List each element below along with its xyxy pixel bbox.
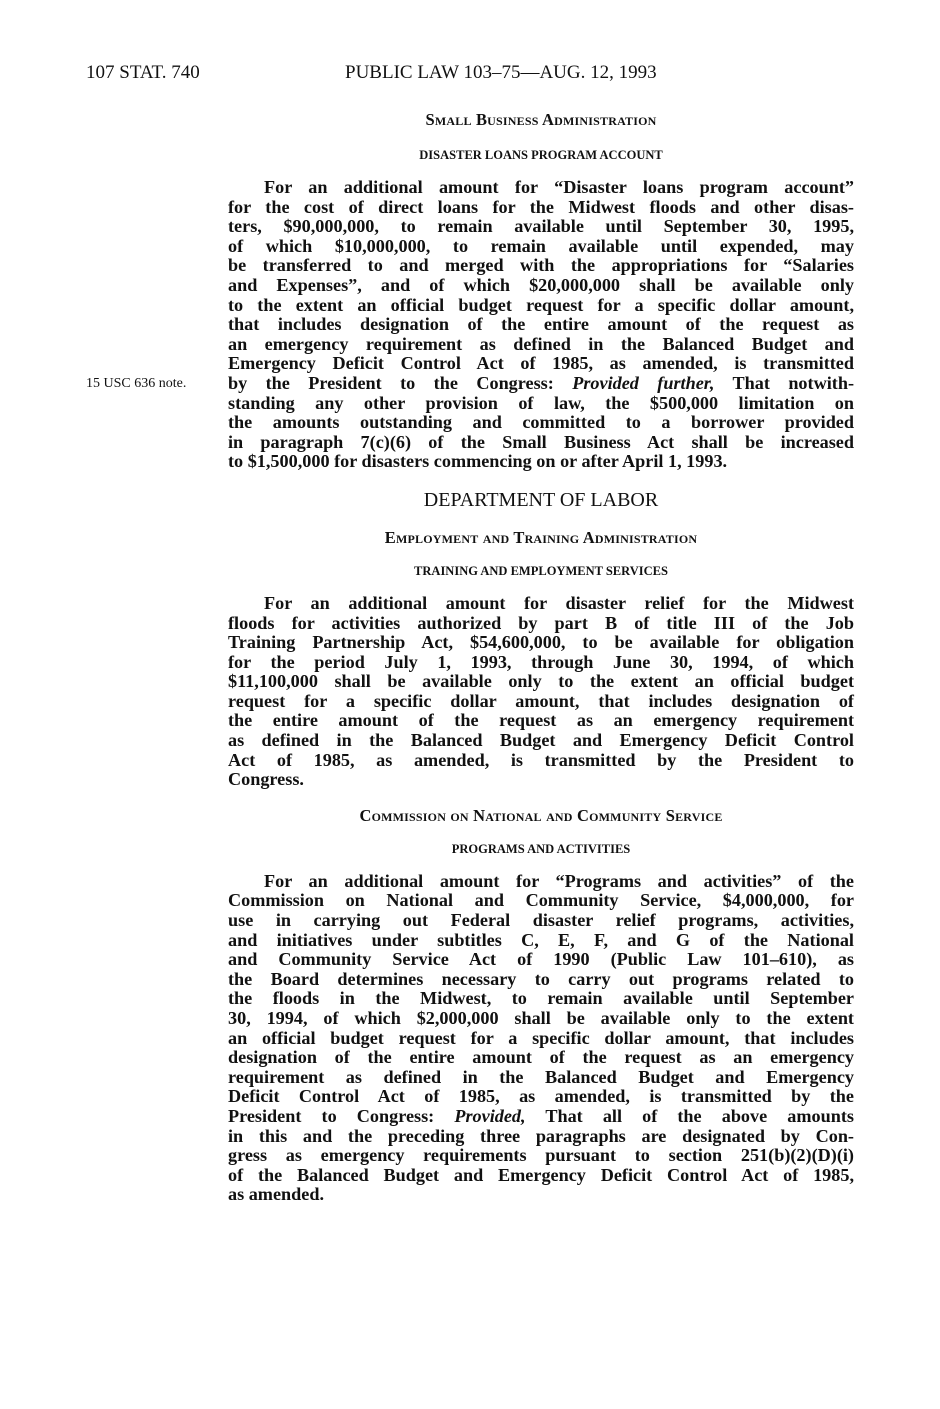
text-line: and initiatives under subtitles C, E, F, and G of the National bbox=[228, 929, 854, 950]
proviso-italic: Provided, bbox=[454, 1105, 526, 1126]
text-line: of the Balanced Budget and Emergency Deficit Control Act of 1985, bbox=[228, 1164, 854, 1185]
text-line: For an additional amount for “Programs and activities” of the bbox=[264, 870, 854, 891]
text-line: the Board determines necessary to carry out programs related to bbox=[228, 968, 854, 989]
paragraph-disaster-loans bbox=[228, 178, 854, 472]
text-line: designation of the entire amount of the request as an emergency bbox=[228, 1047, 854, 1068]
account-heading-training: TRAINING AND EMPLOYMENT SERVICES bbox=[414, 563, 668, 578]
text-line: For an additional amount for “Disaster loans program account” bbox=[264, 177, 854, 197]
text-line: use in carrying out Federal disaster relief programs, activities, bbox=[228, 910, 854, 931]
text-run: That all of the above amounts bbox=[525, 1105, 854, 1126]
department-heading-labor: DEPARTMENT OF LABOR bbox=[423, 488, 659, 511]
text-run: That notwith- bbox=[714, 372, 855, 393]
text-line: Act of 1985, as amended, is transmitted by the President to bbox=[228, 749, 854, 770]
text-line: in paragraph 7(c)(6) of the Small Business Act shall be increased bbox=[228, 431, 854, 452]
text-line: an official budget request for a specific dollar amount, that includes bbox=[228, 1027, 854, 1048]
text-line: an emergency requirement as defined in the Balanced Budget and bbox=[228, 333, 854, 354]
text-line: for the period July 1, 1993, through June 30, 1994, of which bbox=[228, 651, 854, 672]
text-line: as defined in the Balanced Budget and Emergency Deficit Control bbox=[228, 730, 854, 751]
text-line: 30, 1994, of which $2,000,000 shall be available only to the extent bbox=[228, 1008, 854, 1028]
text-line: standing any other provision of law, the $500,000 limitation on bbox=[228, 392, 854, 413]
text-line: and Expenses”, and of which $20,000,000 shall be available only bbox=[228, 274, 854, 295]
account-heading-disaster-loans: DISASTER LOANS PROGRAM ACCOUNT bbox=[419, 148, 663, 162]
margin-citation: 15 USC 636 note. bbox=[86, 376, 187, 391]
text-line: of which $10,000,000, to remain available until expended, may bbox=[228, 235, 854, 256]
text-line: Congress. bbox=[228, 769, 304, 790]
text-line-mixed bbox=[228, 1107, 854, 1127]
text-line-mixed bbox=[228, 374, 854, 394]
paragraph-programs-activities bbox=[228, 872, 854, 1205]
text-line: request for a specific dollar amount, that includes designation of bbox=[228, 690, 854, 711]
agency-heading-cncs: Commission on National and Community Service bbox=[359, 805, 723, 825]
document-body bbox=[228, 108, 854, 1205]
text-line: to $1,500,000 for disasters commencing on or after April 1, 1993. bbox=[228, 451, 728, 472]
agency-heading-eta: Employment and Training Administration bbox=[384, 527, 698, 547]
text-line: Training Partnership Act, $54,600,000, to be available for obligation bbox=[228, 632, 854, 653]
text-line: gress as emergency requirements pursuant to section 251(b)(2)(D)(i) bbox=[228, 1145, 854, 1166]
text-run: President to Congress: bbox=[228, 1105, 455, 1126]
text-line: and Community Service Act of 1990 (Public Law 101–610), as bbox=[228, 949, 854, 970]
agency-heading-sba: Small Business Administration bbox=[425, 110, 657, 129]
text-line: $11,100,000 shall be available only to the extent an official budget bbox=[228, 671, 854, 692]
text-line: be transferred to and merged with the appropriations for “Salaries bbox=[228, 255, 854, 276]
text-run: by the President to the Congress: bbox=[228, 372, 573, 393]
page-header bbox=[86, 62, 856, 92]
account-heading-programs: PROGRAMS AND ACTIVITIES bbox=[451, 841, 631, 856]
stat-reference: 107 STAT. 740 bbox=[86, 62, 200, 83]
text-line: Deficit Control Act of 1985, as amended, is transmitted by the bbox=[228, 1086, 854, 1107]
text-line: Commission on National and Community Service, $4,000,000, for bbox=[228, 890, 854, 911]
text-line: that includes designation of the entire amount of the request as bbox=[228, 314, 854, 335]
text-line: the entire amount of the request as an emergency requirement bbox=[228, 710, 854, 731]
law-title: PUBLIC LAW 103–75—AUG. 12, 1993 bbox=[345, 62, 657, 83]
text-line: the floods in the Midwest, to remain available until September bbox=[228, 988, 854, 1009]
text-line: the amounts outstanding and committed to a borrower provided bbox=[228, 412, 854, 433]
text-line: ters, $90,000,000, to remain available until September 30, 1995, bbox=[228, 216, 854, 237]
text-line: requirement as defined in the Balanced Budget and Emergency bbox=[228, 1066, 854, 1087]
paragraph-training-services bbox=[228, 594, 854, 790]
text-line: in this and the preceding three paragraphs are designated by Con- bbox=[228, 1125, 854, 1146]
text-line: Emergency Deficit Control Act of 1985, as amended, is transmitted bbox=[228, 353, 854, 374]
text-line: as amended. bbox=[228, 1184, 324, 1205]
proviso-italic: Provided further, bbox=[572, 372, 715, 393]
text-line: For an additional amount for disaster relief for the Midwest bbox=[264, 592, 854, 613]
text-line: for the cost of direct loans for the Midwest floods and other disas- bbox=[228, 196, 854, 217]
text-line: floods for activities authorized by part B of title III of the Job bbox=[228, 612, 854, 633]
text-line: to the extent an official budget request for a specific dollar amount, bbox=[228, 294, 854, 315]
